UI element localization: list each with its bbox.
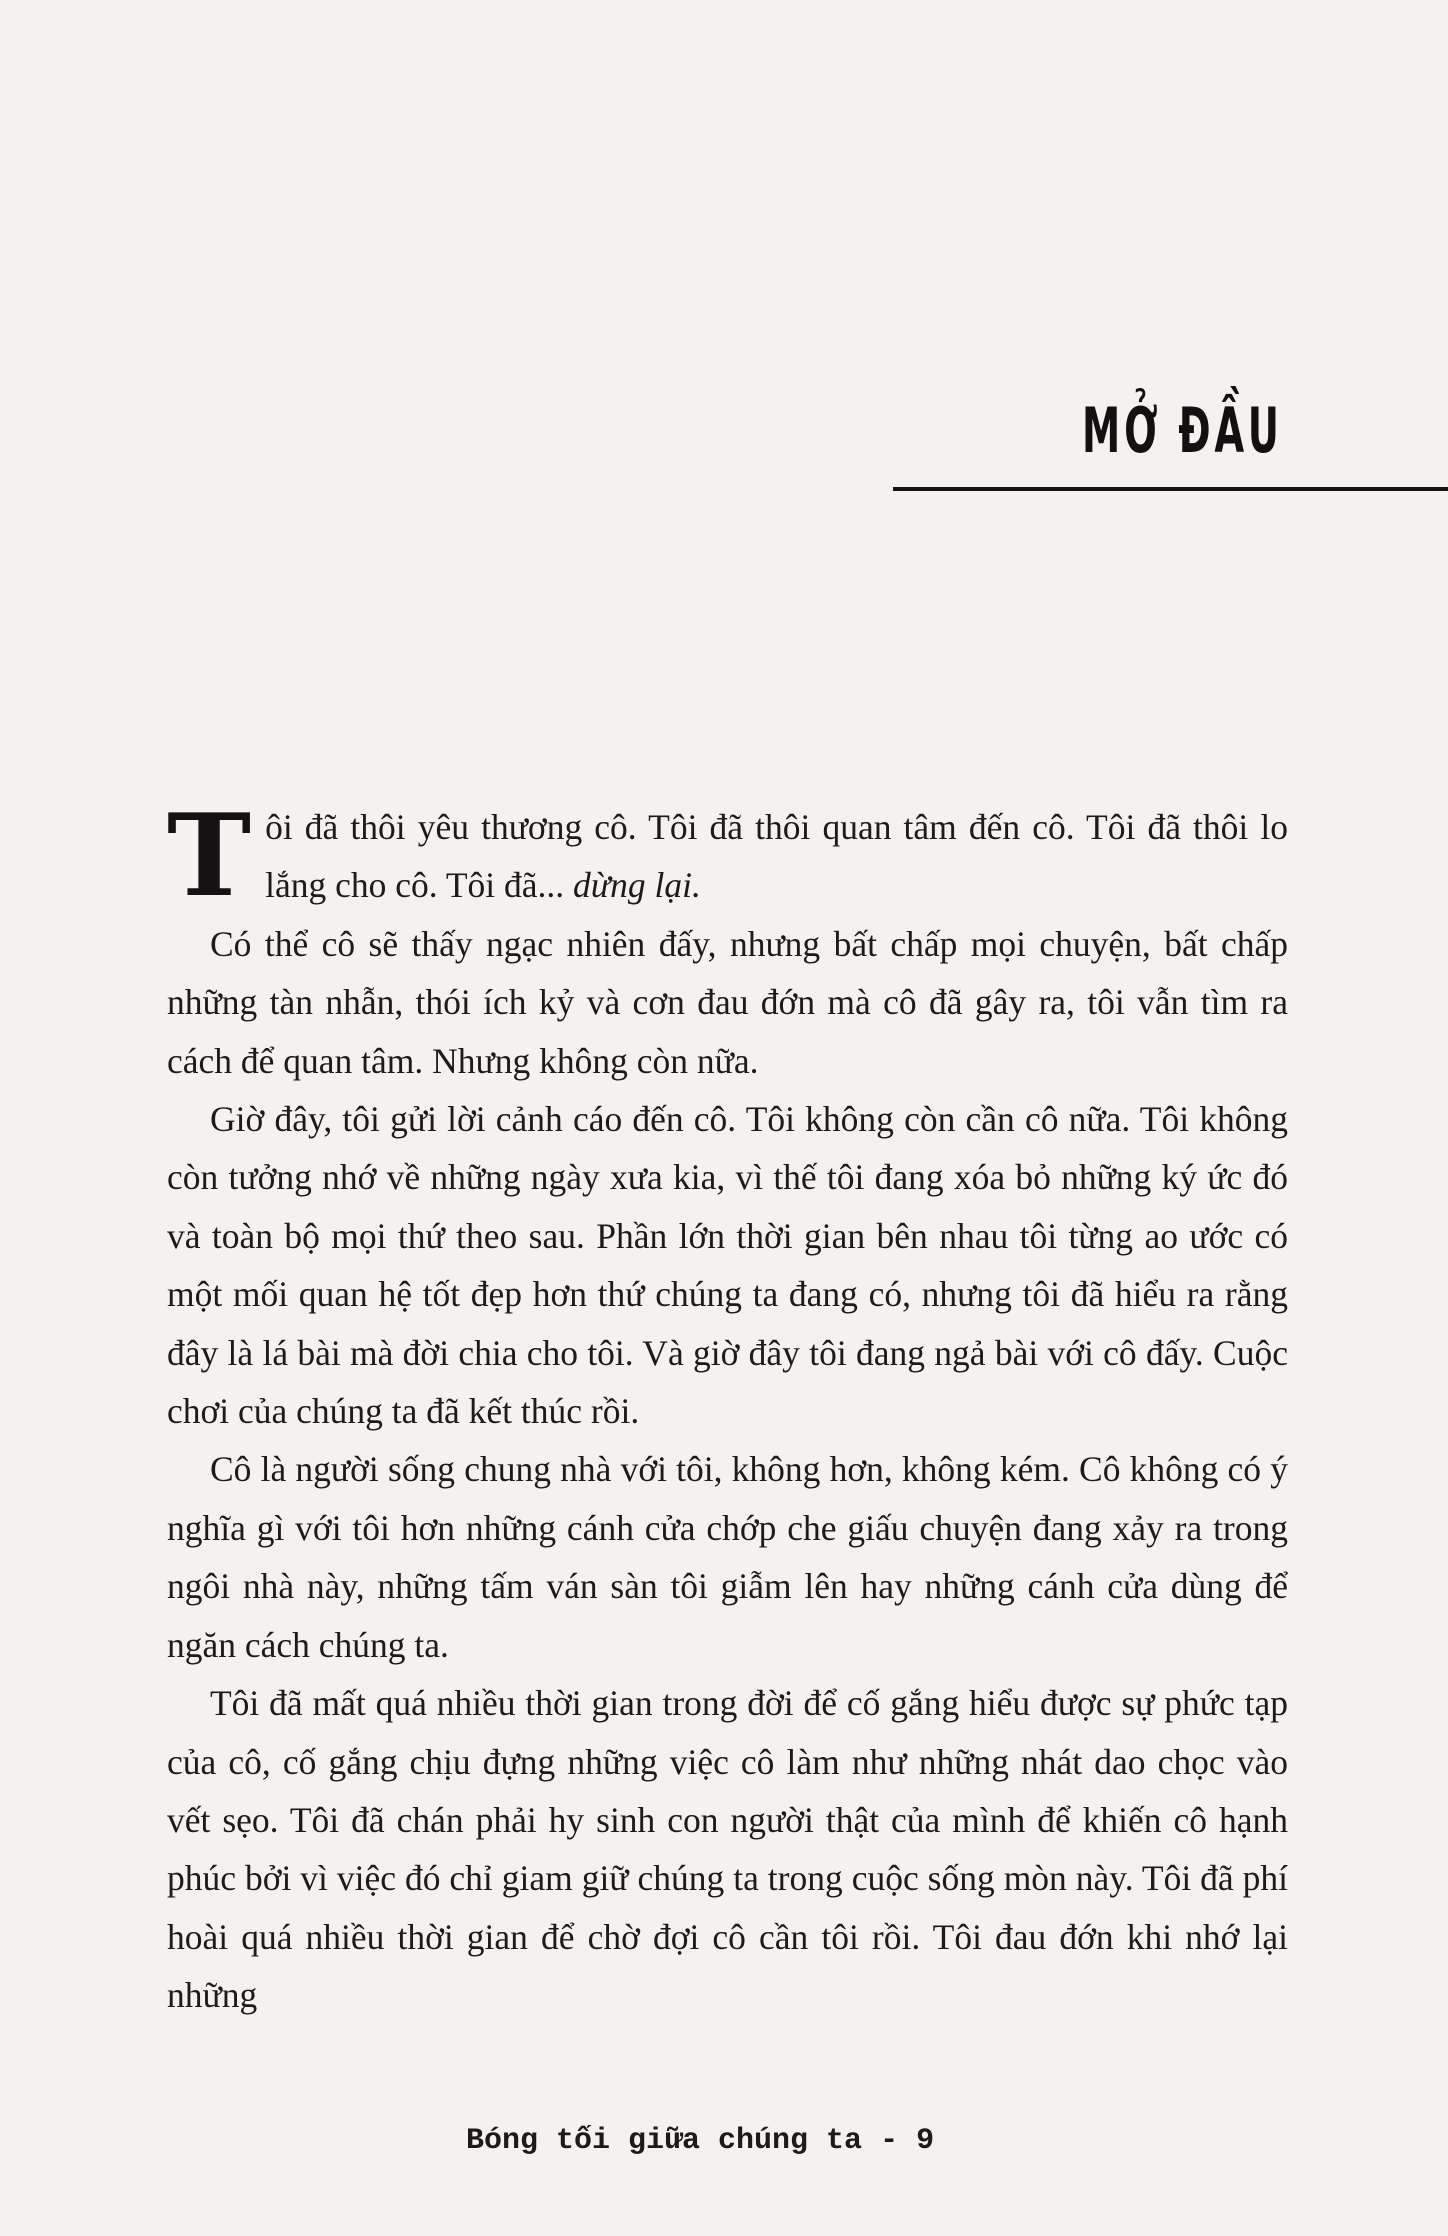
footer-book-title: Bóng tối giữa chúng ta <box>466 2124 863 2158</box>
paragraph-2: Có thể cô sẽ thấy ngạc nhiên đấy, nhưng bất chấp mọi chuyện, bất chấp những tàn nhẫn, thói ích kỷ và cơn đau đớn mà cô đã gây ra, tôi vẫn tìm ra cách để quan tâm. Nhưng không còn nữa. <box>167 923 1288 1081</box>
paragraph-1 <box>167 789 1288 922</box>
paragraph-3: Giờ đây, tôi gửi lời cảnh cáo đến cô. Tôi không còn cần cô nữa. Tôi không còn tưởng nhớ về những ngày xưa kia, vì thế tôi đang xóa bỏ những ký ức đó và toàn bộ mọi thứ theo sau. Phần lớn thời gian bên nhau tôi từng ao ước có một mối quan hệ tốt đẹp hơn thứ chúng ta đang có, nhưng tôi đã hiểu ra rằng đây là lá bài mà đời chia cho tôi. Và giờ đây tôi đang ngả bài với cô đấy. Cuộc chơi của chúng ta đã kết thúc rồi. <box>167 1099 1288 1432</box>
paragraph-1-italic: dừng lại. <box>573 865 701 906</box>
footer-separator: - <box>862 2124 917 2158</box>
paragraph-1-text: ôi đã thôi yêu thương cô. Tôi đã thôi quan tâm đến cô. Tôi đã thôi lo lắng cho cô. Tôi đã... <box>265 807 1288 906</box>
paragraph-5: Tôi đã mất quá nhiều thời gian trong đời để cố gắng hiểu được sự phức tạp của cô, cố gắng chịu đựng những việc cô làm như những nhát dao chọc vào vết sẹo. Tôi đã chán phải hy sinh con người thật của mình để khiến cô hạnh phúc bởi vì việc đó chỉ giam giữ chúng ta trong cuộc sống mòn này. Tôi đã phí hoài quá nhiều thời gian để chờ đợi cô cần tôi rồi. Tôi đau đớn khi nhớ lại những <box>167 1683 1288 2016</box>
page-number: 9 <box>916 2124 935 2158</box>
chapter-title-rule <box>893 487 1448 491</box>
drop-cap: T <box>167 789 252 922</box>
page-footer <box>466 2124 934 2158</box>
chapter-body <box>167 789 1288 2025</box>
chapter-title: MỞ ĐẦU <box>1082 394 1283 467</box>
paragraph-4: Cô là người sống chung nhà với tôi, không hơn, không kém. Cô không có ý nghĩa gì với tôi hơn những cánh cửa chớp che giấu chuyện đang xảy ra trong ngôi nhà này, những tấm ván sàn tôi giẫm lên hay những cánh cửa dùng để ngăn cách chúng ta. <box>167 1449 1288 1665</box>
